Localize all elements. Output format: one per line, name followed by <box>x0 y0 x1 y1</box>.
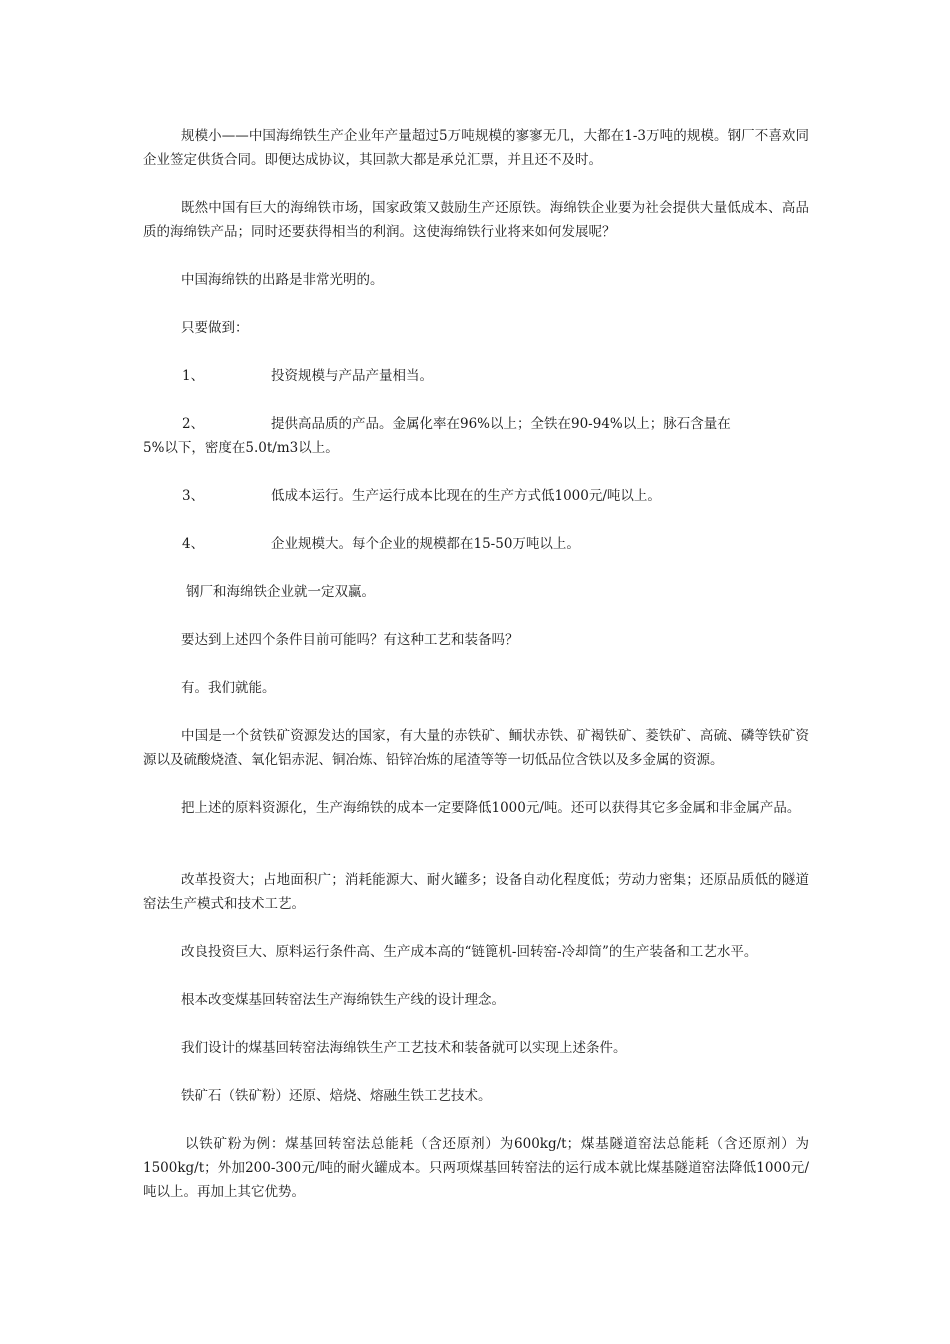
condition-item-1 <box>143 364 809 388</box>
condition-text-continued: 5%以下，密度在5.0t/m3以上。 <box>143 440 339 456</box>
condition-text: 低成本运行。生产运行成本比现在的生产方式低1000元/吨以上。 <box>271 488 661 504</box>
paragraph-market: 既然中国有巨大的海绵铁市场，国家政策又鼓励生产还原铁。海绵铁企业要为社会提供大量低成本、高品质的海绵铁产品；同时还要获得相当的利润。这使海绵铁行业将来如何发展呢？ <box>143 200 809 240</box>
paragraph-design-concept: 根本改变煤基回转窑法生产海绵铁生产线的设计理念。 <box>181 992 505 1008</box>
paragraph-tunnel-kiln-reform: 改革投资大；占地面积广；消耗能源大、耐火罐多；设备自动化程度低；劳动力密集；还原品质低的隧道窑法生产模式和技术工艺。 <box>143 872 809 912</box>
condition-text: 提供高品质的产品。金属化率在96%以上；全铁在90-94%以上；脉石含量在 <box>271 416 731 432</box>
paragraph-question: 要达到上述四个条件目前可能吗？有这种工艺和装备吗？ <box>181 632 519 648</box>
paragraph-grate-kiln-improvement: 改良投资巨大、原料运行条件高、生产成本高的“链篦机-回转窑-冷却筒”的生产装备和工艺水平。 <box>181 944 758 960</box>
condition-text: 企业规模大。每个企业的规模都在15-50万吨以上。 <box>271 536 580 552</box>
condition-item-3 <box>143 484 809 508</box>
paragraph-cost-reduction: 把上述的原料资源化，生产海绵铁的成本一定要降低1000元/吨。还可以获得其它多金属和非金属产品。 <box>181 800 801 816</box>
paragraph-win-win: 钢厂和海绵铁企业就一定双赢。 <box>186 584 375 600</box>
paragraph-conditions-intro: 只要做到： <box>181 320 249 336</box>
condition-item-4 <box>143 532 809 556</box>
paragraph-scale: 规模小——中国海绵铁生产企业年产量超过5万吨规模的寥寥无几，大都在1-3万吨的规模。钢厂不喜欢同企业签定供货合同。即便达成协议，其回款大都是承兑汇票，并且还不及时。 <box>143 128 809 168</box>
paragraph-process-technology: 铁矿石（铁矿粉）还原、焙烧、熔融生铁工艺技术。 <box>181 1088 492 1104</box>
paragraph-resources: 中国是一个贫铁矿资源发达的国家，有大量的赤铁矿、鲕状赤铁、矿褐铁矿、菱铁矿、高硫、磷等铁矿资源以及硫酸烧渣、氧化铝赤泥、铜冶炼、铅锌冶炼的尾渣等等一切低品位含铁以及多金属的资源。 <box>143 728 809 768</box>
condition-number: 3、 <box>182 488 205 504</box>
paragraph-answer: 有。我们就能。 <box>181 680 276 696</box>
condition-text: 投资规模与产品产量相当。 <box>271 368 433 384</box>
condition-number: 2、 <box>182 416 205 432</box>
paragraph-energy-comparison: 以铁矿粉为例：煤基回转窑法总能耗（含还原剂）为600kg/t；煤基隧道窑法总能耗（含还原剂）为1500kg/t；外加200-300元/吨的耐火罐成本。只两项煤基回转窑法的运行成本就比煤基隧道窑法降低1000元/吨以上。再加上其它优势。 <box>143 1136 809 1200</box>
condition-number: 1、 <box>182 368 205 384</box>
paragraph-outlook: 中国海绵铁的出路是非常光明的。 <box>181 272 384 288</box>
paragraph-our-design: 我们设计的煤基回转窑法海绵铁生产工艺技术和装备就可以实现上述条件。 <box>181 1040 627 1056</box>
condition-item-2 <box>143 412 809 460</box>
condition-number: 4、 <box>182 536 205 552</box>
